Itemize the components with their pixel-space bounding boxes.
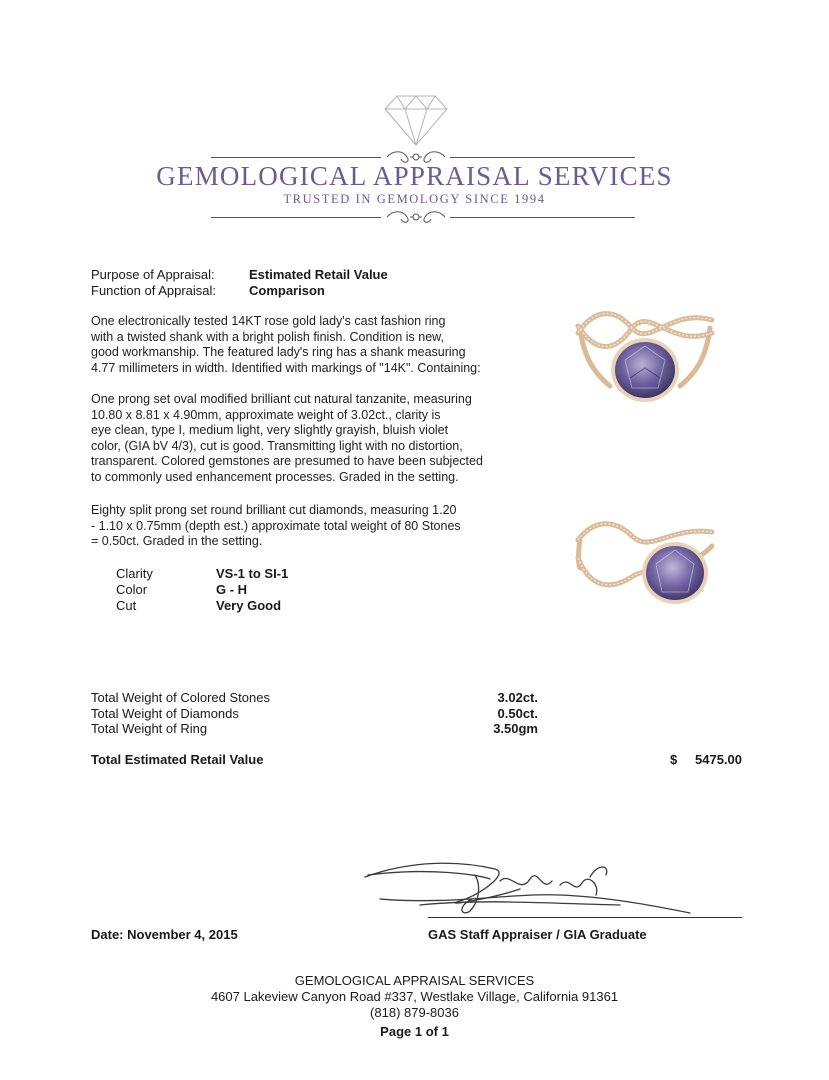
footer-phone: (818) 879-8036 xyxy=(370,1005,459,1020)
text-line: = 0.50ct. Graded in the setting. xyxy=(91,534,263,548)
grading-label: Cut xyxy=(116,598,137,613)
header-rule-top-left xyxy=(211,157,381,158)
header-rule-top-right xyxy=(450,157,635,158)
logo xyxy=(0,0,829,235)
text-line: with a twisted shank with a bright polish finish. Condition is new, xyxy=(91,329,444,344)
description-paragraph-tanzanite xyxy=(91,392,531,485)
text-line: One prong set oval modified brilliant cut natural tanzanite, measuring xyxy=(91,392,472,406)
function-value: Comparison xyxy=(249,283,325,298)
page-number: Page 1 of 1 xyxy=(380,1024,449,1039)
signature-line xyxy=(428,917,742,918)
purpose-value: Estimated Retail Value xyxy=(249,267,388,282)
text-line: 10.80 x 8.81 x 4.90mm, approximate weight of 3.02ct., clarity is xyxy=(91,407,441,422)
header-rule-bottom-right xyxy=(450,217,635,218)
retail-value-amount xyxy=(640,752,742,768)
grading-label: Color xyxy=(116,582,148,597)
text-line: 4.77 millimeters in width. Identified with markings of "14K". Containing: xyxy=(91,360,481,375)
text-line: Eighty split prong set round brilliant cut diamonds, measuring 1.20 xyxy=(91,503,457,517)
text-line: eye clean, type I, medium light, very slightly grayish, bluish violet xyxy=(91,423,449,437)
signer-title: GAS Staff Appraiser / GIA Graduate xyxy=(428,927,647,942)
footer-address: 4607 Lakeview Canyon Road #337, Westlake Village, California 91361 xyxy=(210,989,619,1004)
total-value: 3.02ct. xyxy=(497,690,538,705)
appraisal-date: Date: November 4, 2015 xyxy=(91,927,238,942)
ring-photo-bottom xyxy=(570,518,720,623)
text-line: to commonly used enhancement processes. Graded in the setting. xyxy=(91,469,459,484)
amount-value: 5475.00 xyxy=(695,752,742,767)
company-tagline: TRUSTED IN GEMOLOGY SINCE 1994 xyxy=(283,192,546,206)
grading-value: Very Good xyxy=(216,598,282,613)
total-value: 0.50ct. xyxy=(497,706,538,721)
diamond-icon xyxy=(383,93,449,147)
grading-row xyxy=(116,582,376,598)
text-line: color, (GIA bV 4/3), cut is good. Transmitting light with no distortion, xyxy=(91,438,463,453)
purpose-label: Purpose of Appraisal: xyxy=(91,267,215,282)
signature-image xyxy=(360,855,700,925)
currency-symbol: $ xyxy=(670,752,678,767)
text-line: good workmanship. The featured lady's ring has a shank measuring xyxy=(91,345,466,359)
header-rule-bottom-left xyxy=(211,217,381,218)
retail-value-label: Total Estimated Retail Value xyxy=(91,752,264,767)
function-label: Function of Appraisal: xyxy=(91,283,217,298)
total-value: 3.50gm xyxy=(493,721,538,736)
total-label: Total Weight of Ring xyxy=(91,721,208,736)
text-line: transparent. Colored gemstones are presumed to have been subjected xyxy=(91,454,483,468)
grading-label: Clarity xyxy=(116,566,153,581)
total-label: Total Weight of Colored Stones xyxy=(91,690,270,705)
text-line: One electronically tested 14KT rose gold lady's cast fashion ring xyxy=(91,314,446,328)
text-line: - 1.10 x 0.75mm (depth est.) approximate total weight of 80 Stones xyxy=(91,518,461,533)
grading-table xyxy=(116,566,376,614)
grading-value: G - H xyxy=(216,582,248,597)
total-label: Total Weight of Diamonds xyxy=(91,706,239,721)
grading-row xyxy=(116,598,376,614)
description-paragraph-diamonds xyxy=(91,503,531,550)
description-paragraph-ring xyxy=(91,314,531,376)
ornament-icon xyxy=(383,208,449,226)
grading-value: VS-1 to SI-1 xyxy=(216,566,289,581)
company-logo-name: GEMOLOGICAL APPRAISAL SERVICES xyxy=(156,161,673,191)
grading-row xyxy=(116,566,376,582)
footer-company: GEMOLOGICAL APPRAISAL SERVICES xyxy=(294,973,535,988)
ring-photo-top xyxy=(570,298,720,413)
